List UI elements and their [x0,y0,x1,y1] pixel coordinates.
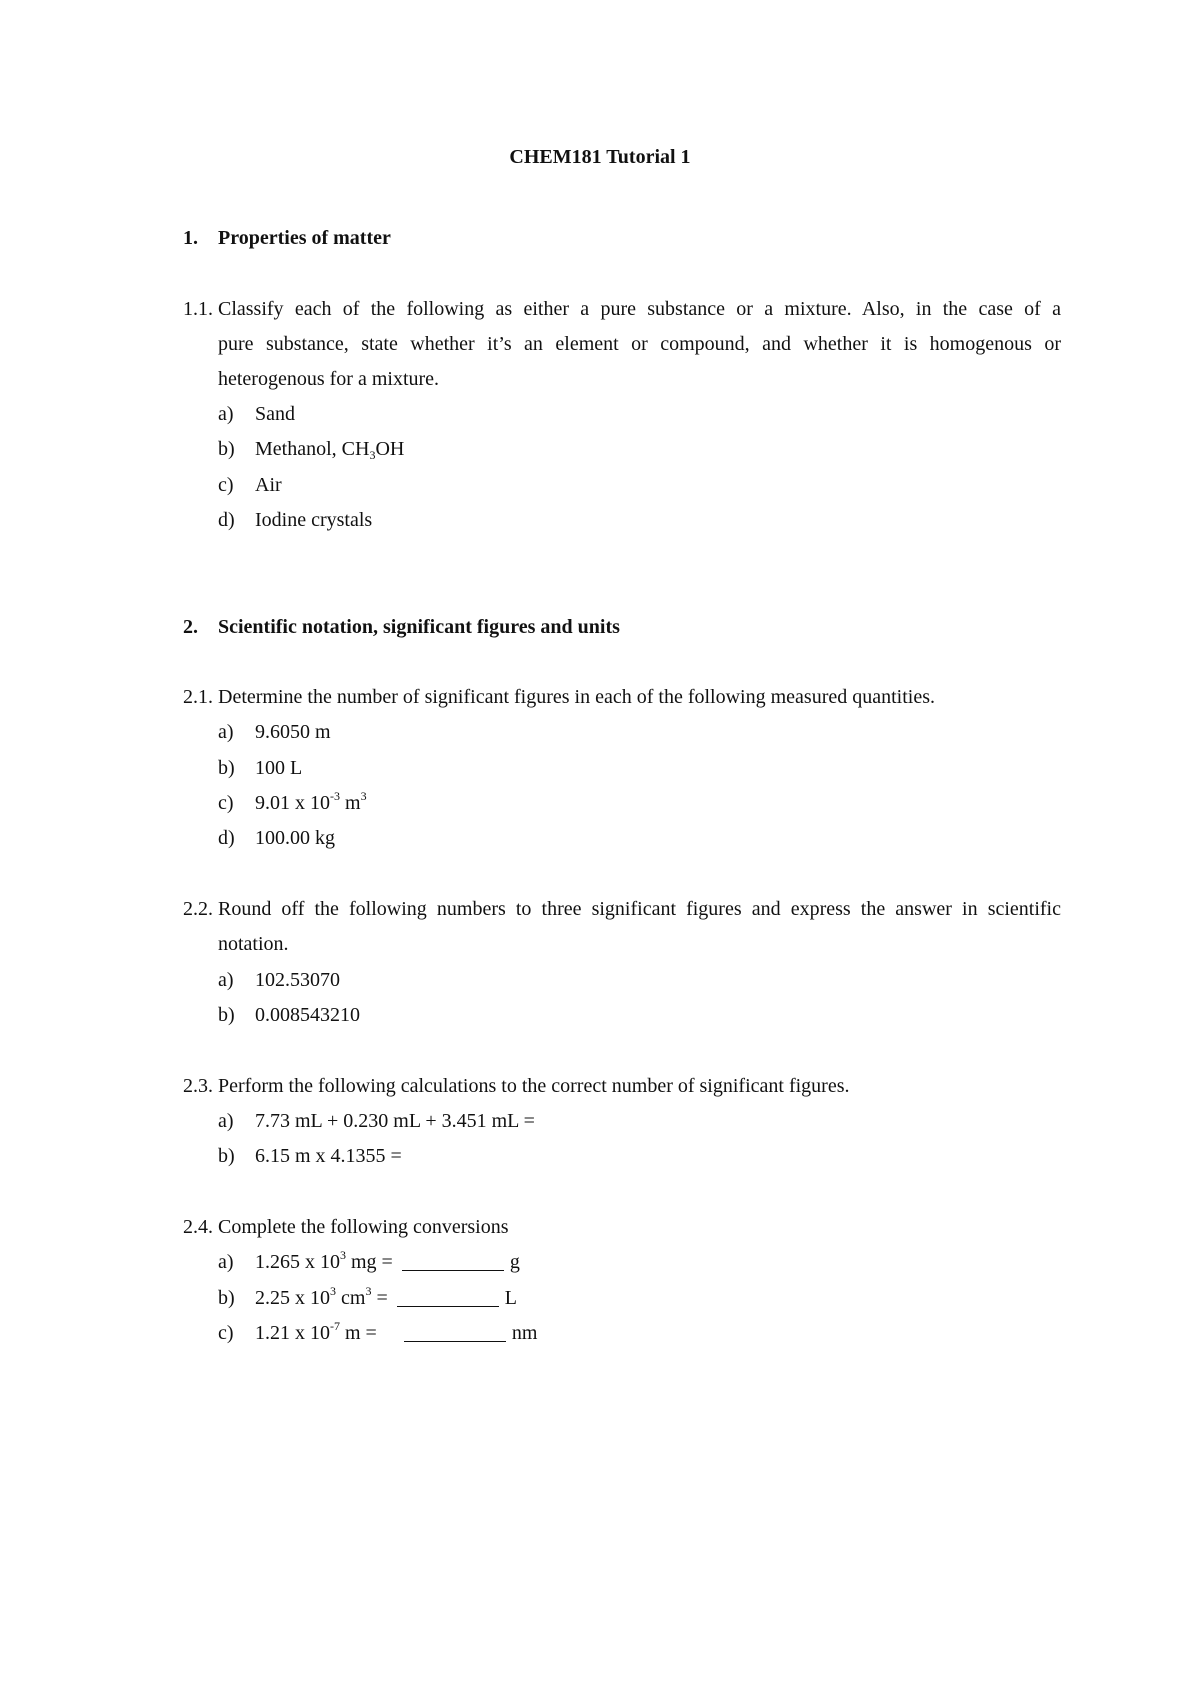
item-text: 9.6050 m [255,721,331,743]
item-text: Sand [255,403,295,425]
item-text: 6.15 m x 4.1355 = [255,1145,402,1167]
item-text [255,438,404,461]
item-text: 0.008543210 [255,1004,360,1026]
item-text-part: 1.265 x 10 [255,1251,340,1273]
unit: nm [511,1322,538,1344]
section-1-heading: Properties of matter [218,227,391,249]
item-label: a) [218,1251,234,1273]
superscript: 3 [340,1248,346,1262]
item-text-part: = [371,1287,393,1309]
question-2-2-line-2: notation. [218,933,289,955]
item-text-part: mg = [346,1251,398,1273]
question-2-2-line-1: Round off the following numbers to three significant figures and express the answer in scientific [218,898,1061,920]
item-text-part: m = [340,1322,382,1344]
item-text-part: 2.25 x 10 [255,1287,330,1309]
item-text: 100.00 kg [255,827,335,849]
item-label: c) [218,474,234,496]
item-label: d) [218,509,235,531]
item-text: 7.73 mL + 0.230 mL + 3.451 mL = [255,1110,535,1132]
item-text-part: 9.01 x 10 [255,792,330,814]
item-text-part: 1.21 x 10 [255,1322,330,1344]
question-2-2-number: 2.2. [183,898,213,920]
question-2-1-number: 2.1. [183,686,213,708]
unit: g [509,1251,520,1273]
question-2-3-text: Perform the following calculations to the correct number of significant figures. [218,1075,850,1097]
question-1-1-line-1: Classify each of the following as either a pure substance or a mixture. Also, in the case of a [218,298,1061,320]
question-2-4-number: 2.4. [183,1216,213,1238]
item-text: Air [255,474,282,496]
item-label: a) [218,721,234,743]
item-text [255,1284,517,1310]
item-label: d) [218,827,235,849]
section-1-number: 1. [183,227,198,249]
question-1-1-number: 1.1. [183,298,213,320]
document-title: CHEM181 Tutorial 1 [509,146,691,168]
question-2-3-number: 2.3. [183,1075,213,1097]
section-2-number: 2. [183,616,198,638]
answer-blank[interactable] [402,1269,504,1271]
superscript: -3 [330,789,340,803]
answer-blank[interactable] [404,1340,506,1342]
superscript: 3 [330,1284,336,1298]
item-label: b) [218,438,235,460]
item-label: b) [218,1004,235,1026]
answer-blank[interactable] [397,1305,499,1307]
item-label: b) [218,757,235,779]
item-text [255,789,367,815]
superscript: 3 [365,1284,372,1298]
subscript: 3 [369,448,376,462]
item-text [255,1319,538,1345]
item-label: c) [218,792,234,814]
question-1-1-line-3: heterogenous for a mixture. [218,368,440,390]
question-2-1-text: Determine the number of significant figures in each of the following measured quantities. [218,686,936,708]
item-text-part: cm [336,1287,366,1309]
item-text-part: OH [375,438,405,460]
item-label: b) [218,1287,235,1309]
question-1-1-line-2: pure substance, state whether it’s an element or compound, and whether it is homogenous or [218,333,1061,355]
item-text: 102.53070 [255,969,340,991]
item-label: a) [218,969,234,991]
item-text [255,1248,520,1274]
section-2-heading: Scientific notation, significant figures and units [218,616,620,638]
question-2-4-text: Complete the following conversions [218,1216,509,1238]
superscript: -7 [330,1319,340,1333]
item-label: a) [218,1110,234,1132]
item-label: b) [218,1145,235,1167]
superscript: 3 [360,789,367,803]
item-text: 100 L [255,757,303,779]
item-text-part: m [340,792,361,814]
unit: L [504,1287,517,1309]
item-label: a) [218,403,234,425]
item-label: c) [218,1322,234,1344]
item-text-part: Methanol, CH [255,438,370,460]
item-text: Iodine crystals [255,509,373,531]
